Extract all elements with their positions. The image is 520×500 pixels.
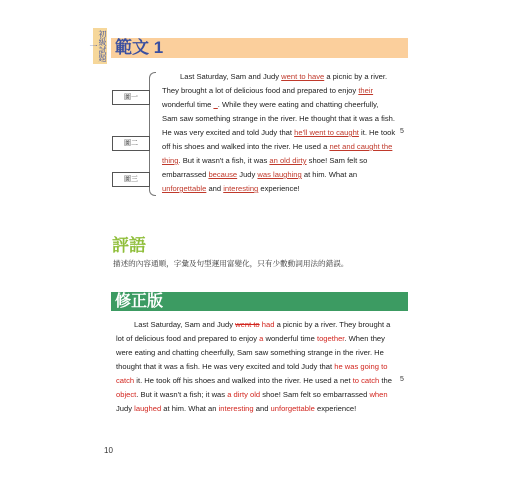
revised-title: 修正版: [115, 293, 164, 310]
text-line: [162, 168, 394, 182]
marked-error: was laughing: [257, 170, 302, 179]
text-segment: a picnic by a river.: [324, 72, 388, 81]
text-segment: Last Saturday, Sam and Judy: [180, 72, 282, 81]
text-line: [162, 154, 394, 168]
text-line: [116, 360, 396, 374]
text-segment: embarrassed: [162, 170, 209, 179]
text-segment: Sam saw something strange in the river. He thought that it was a fish.: [162, 114, 395, 123]
picture-label-2: 圖二: [112, 136, 150, 151]
text-segment: the: [379, 376, 392, 385]
marked-error: net and caught the: [329, 142, 393, 151]
corrected-text: he was going to: [334, 362, 388, 371]
text-segment: at him. What an: [161, 404, 219, 413]
corrected-text: together: [316, 334, 345, 343]
text-line: [162, 126, 394, 140]
revised-header-band: [111, 292, 408, 311]
chapter-side-tab: 初級試題一: [89, 30, 107, 62]
marked-error: interesting: [223, 184, 259, 193]
marked-error: _: [213, 100, 218, 109]
text-segment: . While they were eating and chatting cheerfully,: [217, 100, 379, 109]
paragraph-bracket: [149, 72, 156, 196]
corrected-text: interesting: [218, 404, 254, 413]
text-segment: Last Saturday, Sam and Judy: [134, 320, 236, 329]
text-segment: and: [206, 184, 224, 193]
text-line: [162, 112, 394, 126]
text-segment: They brought a lot of delicious food and prepared to enjoy: [162, 86, 359, 95]
text-segment: wonderful time: [162, 100, 214, 109]
text-segment: . But it wasn't a fish; it was: [136, 390, 228, 399]
picture-label-1: 圖一: [112, 90, 150, 105]
text-segment: He was very excited and told Judy that: [162, 128, 295, 137]
text-segment: experience!: [314, 404, 357, 413]
comment-text: 描述的內容通順，字彙及句型運用富變化，只有少數動詞用法的錯誤。: [113, 259, 349, 268]
text-segment: wonderful time: [263, 334, 317, 343]
sample-header-band: [111, 38, 408, 58]
line-number: 5: [400, 128, 404, 135]
marked-error: thing: [162, 156, 179, 165]
marked-error: he'll went to caught: [294, 128, 359, 137]
corrected-text: had: [261, 320, 275, 329]
line-number: 5: [400, 376, 404, 383]
text-segment: lot of delicious food and prepared to enjoy: [116, 334, 260, 343]
revised-essay: [116, 318, 396, 416]
text-segment: off his shoes and walked into the river. He used a: [162, 142, 330, 151]
text-segment: Judy: [237, 170, 258, 179]
text-segment: at him. What an: [301, 170, 358, 179]
text-segment: it. He took: [358, 128, 396, 137]
text-segment: and: [253, 404, 271, 413]
corrected-text: a: [259, 334, 264, 343]
sample-title: 範文 1: [115, 38, 164, 57]
corrected-text: laughed: [134, 404, 162, 413]
picture-label-3: 圖三: [112, 172, 150, 187]
text-line: [116, 332, 396, 346]
marked-error: an old dirty: [269, 156, 307, 165]
text-line: [116, 374, 396, 388]
text-segment: Judy: [116, 404, 135, 413]
text-line: [116, 402, 396, 416]
corrected-text: object: [116, 390, 137, 399]
page-number: 10: [104, 446, 113, 455]
deleted-text: went to: [235, 320, 260, 329]
text-segment: a picnic by a river. They brought a: [274, 320, 391, 329]
marked-error: their: [358, 86, 374, 95]
text-segment: shoe! Sam felt so embarrassed: [260, 390, 370, 399]
text-segment: it. He took off his shoes and walked into the river. He used a net: [134, 376, 353, 385]
text-segment: experience!: [258, 184, 300, 193]
corrected-text: a dirty old: [227, 390, 261, 399]
text-segment: shoe! Sam felt so: [306, 156, 368, 165]
text-segment: . But it wasn't a fish, it was: [178, 156, 270, 165]
text-line: [162, 182, 394, 196]
marked-error: went to have: [281, 72, 325, 81]
text-line: [162, 84, 394, 98]
corrected-text: catch: [116, 376, 135, 385]
text-line: [162, 70, 394, 84]
text-line: [116, 318, 396, 332]
sample-essay: [162, 70, 394, 196]
text-segment: were eating and chatting cheerfully, Sam saw something strange in the river. He: [116, 348, 384, 357]
marked-error: unforgettable: [162, 184, 207, 193]
corrected-text: when: [369, 390, 388, 399]
text-line: [162, 140, 394, 154]
text-line: [116, 346, 396, 360]
comment-title: 評語: [112, 236, 146, 255]
text-line: [116, 388, 396, 402]
corrected-text: to catch: [352, 376, 380, 385]
corrected-text: unforgettable: [270, 404, 315, 413]
text-line: [162, 98, 394, 112]
text-segment: thought that it was a fish. He was very excited and told Judy that: [116, 362, 335, 371]
text-segment: . When they: [344, 334, 385, 343]
marked-error: because: [208, 170, 238, 179]
